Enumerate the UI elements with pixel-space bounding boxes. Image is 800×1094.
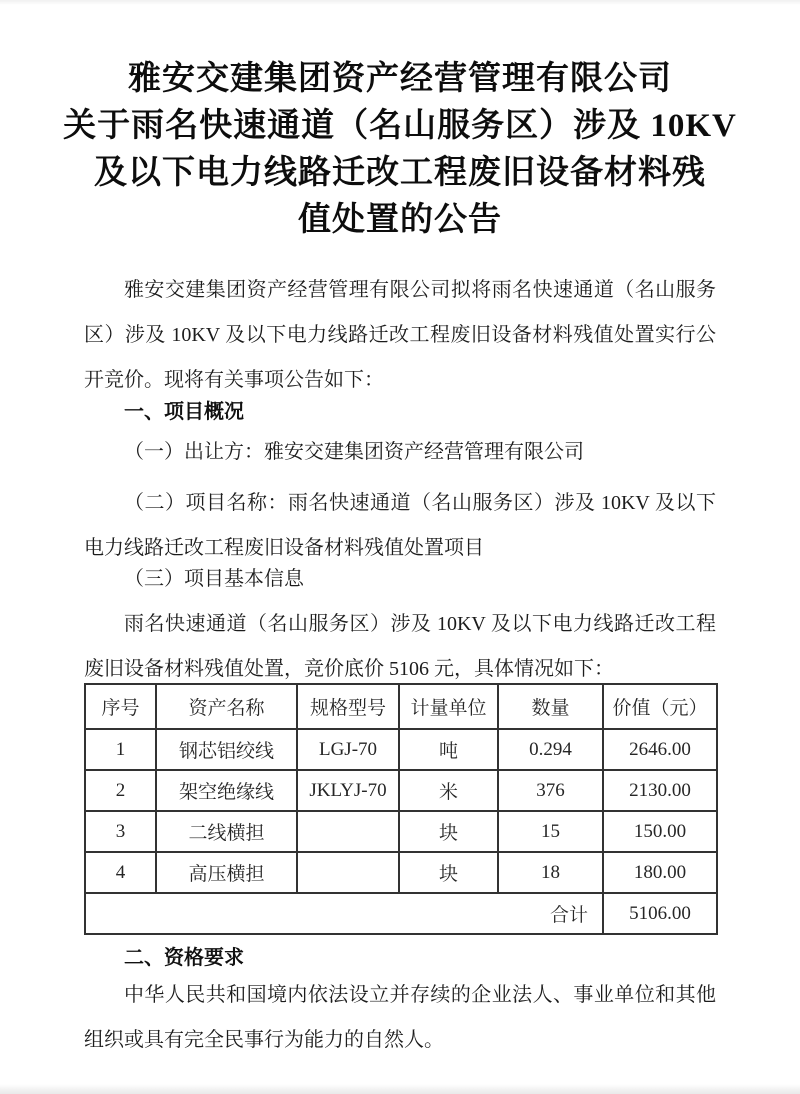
header-quantity: 数量 xyxy=(498,684,603,729)
cell-value: 2646.00 xyxy=(603,729,717,770)
document-title xyxy=(40,56,760,244)
section2-body: 中华人民共和国境内依法设立并存续的企业法人、事业单位和其他组织或具有完全民事行为能力的自然人。 xyxy=(84,984,716,1051)
cell-spec-model: JKLYJ-70 xyxy=(297,770,399,811)
header-unit: 计量单位 xyxy=(399,684,498,729)
cell-quantity: 0.294 xyxy=(498,729,603,770)
cell-quantity: 376 xyxy=(498,770,603,811)
cell-unit: 米 xyxy=(399,770,498,811)
title-line-4: 值处置的公告 xyxy=(298,202,502,238)
cell-unit: 吨 xyxy=(399,729,498,770)
cell-value: 150.00 xyxy=(603,811,717,852)
cell-index: 4 xyxy=(85,852,156,893)
page-bottom-shadow xyxy=(0,1084,800,1094)
cell-value: 2130.00 xyxy=(603,770,717,811)
table-row xyxy=(85,852,717,893)
cell-quantity: 18 xyxy=(498,852,603,893)
section1-item-seller: （一）出让方：雅安交建集团资产经营管理有限公司 xyxy=(124,441,584,463)
intro-paragraph: 雅安交建集团资产经营管理有限公司拟将雨名快速通道（名山服务区）涉及 10KV 及以下电力线路迁改工程废旧设备材料残值处置实行公开竞价。现将有关事项公告如下： xyxy=(84,279,716,391)
asset-table-header-row xyxy=(85,684,717,729)
cell-asset-name: 高压横担 xyxy=(156,852,297,893)
cell-index: 2 xyxy=(85,770,156,811)
cell-index: 1 xyxy=(85,729,156,770)
table-row xyxy=(85,729,717,770)
section1-item-project-name: （二）项目名称：雨名快速通道（名山服务区）涉及 10KV 及以下电力线路迁改工程废旧设备材料残值处置项目 xyxy=(84,492,716,559)
table-total-row xyxy=(85,893,717,934)
header-index: 序号 xyxy=(85,684,156,729)
header-spec-model: 规格型号 xyxy=(297,684,399,729)
title-line-1: 雅安交建集团资产经营管理有限公司 xyxy=(128,61,672,97)
cell-spec-model xyxy=(297,852,399,893)
cell-asset-name: 钢芯铝绞线 xyxy=(156,729,297,770)
cell-spec-model: LGJ-70 xyxy=(297,729,399,770)
table-row xyxy=(85,770,717,811)
cell-quantity: 15 xyxy=(498,811,603,852)
asset-table xyxy=(84,683,718,935)
page-top-shadow xyxy=(0,0,800,5)
table-row xyxy=(85,811,717,852)
total-label: 合计 xyxy=(85,893,603,934)
cell-asset-name: 架空绝缘线 xyxy=(156,770,297,811)
header-value: 价值（元） xyxy=(603,684,717,729)
cell-unit: 块 xyxy=(399,811,498,852)
section1-heading: 一、项目概况 xyxy=(124,401,244,423)
title-line-2: 关于雨名快速通道（名山服务区）涉及 10KV xyxy=(63,108,737,144)
section2-heading: 二、资格要求 xyxy=(124,947,244,969)
cell-index: 3 xyxy=(85,811,156,852)
cell-asset-name: 二线横担 xyxy=(156,811,297,852)
section1-item-basic-info: （三）项目基本信息 xyxy=(124,568,304,590)
cell-value: 180.00 xyxy=(603,852,717,893)
title-line-3: 及以下电力线路迁改工程废旧设备材料残 xyxy=(94,155,706,191)
cell-spec-model xyxy=(297,811,399,852)
header-asset-name: 资产名称 xyxy=(156,684,297,729)
cell-unit: 块 xyxy=(399,852,498,893)
section1-detail-paragraph: 雨名快速通道（名山服务区）涉及 10KV 及以下电力线路迁改工程废旧设备材料残值处置，竞价底价 5106 元，具体情况如下： xyxy=(84,613,716,680)
total-value: 5106.00 xyxy=(603,893,717,934)
